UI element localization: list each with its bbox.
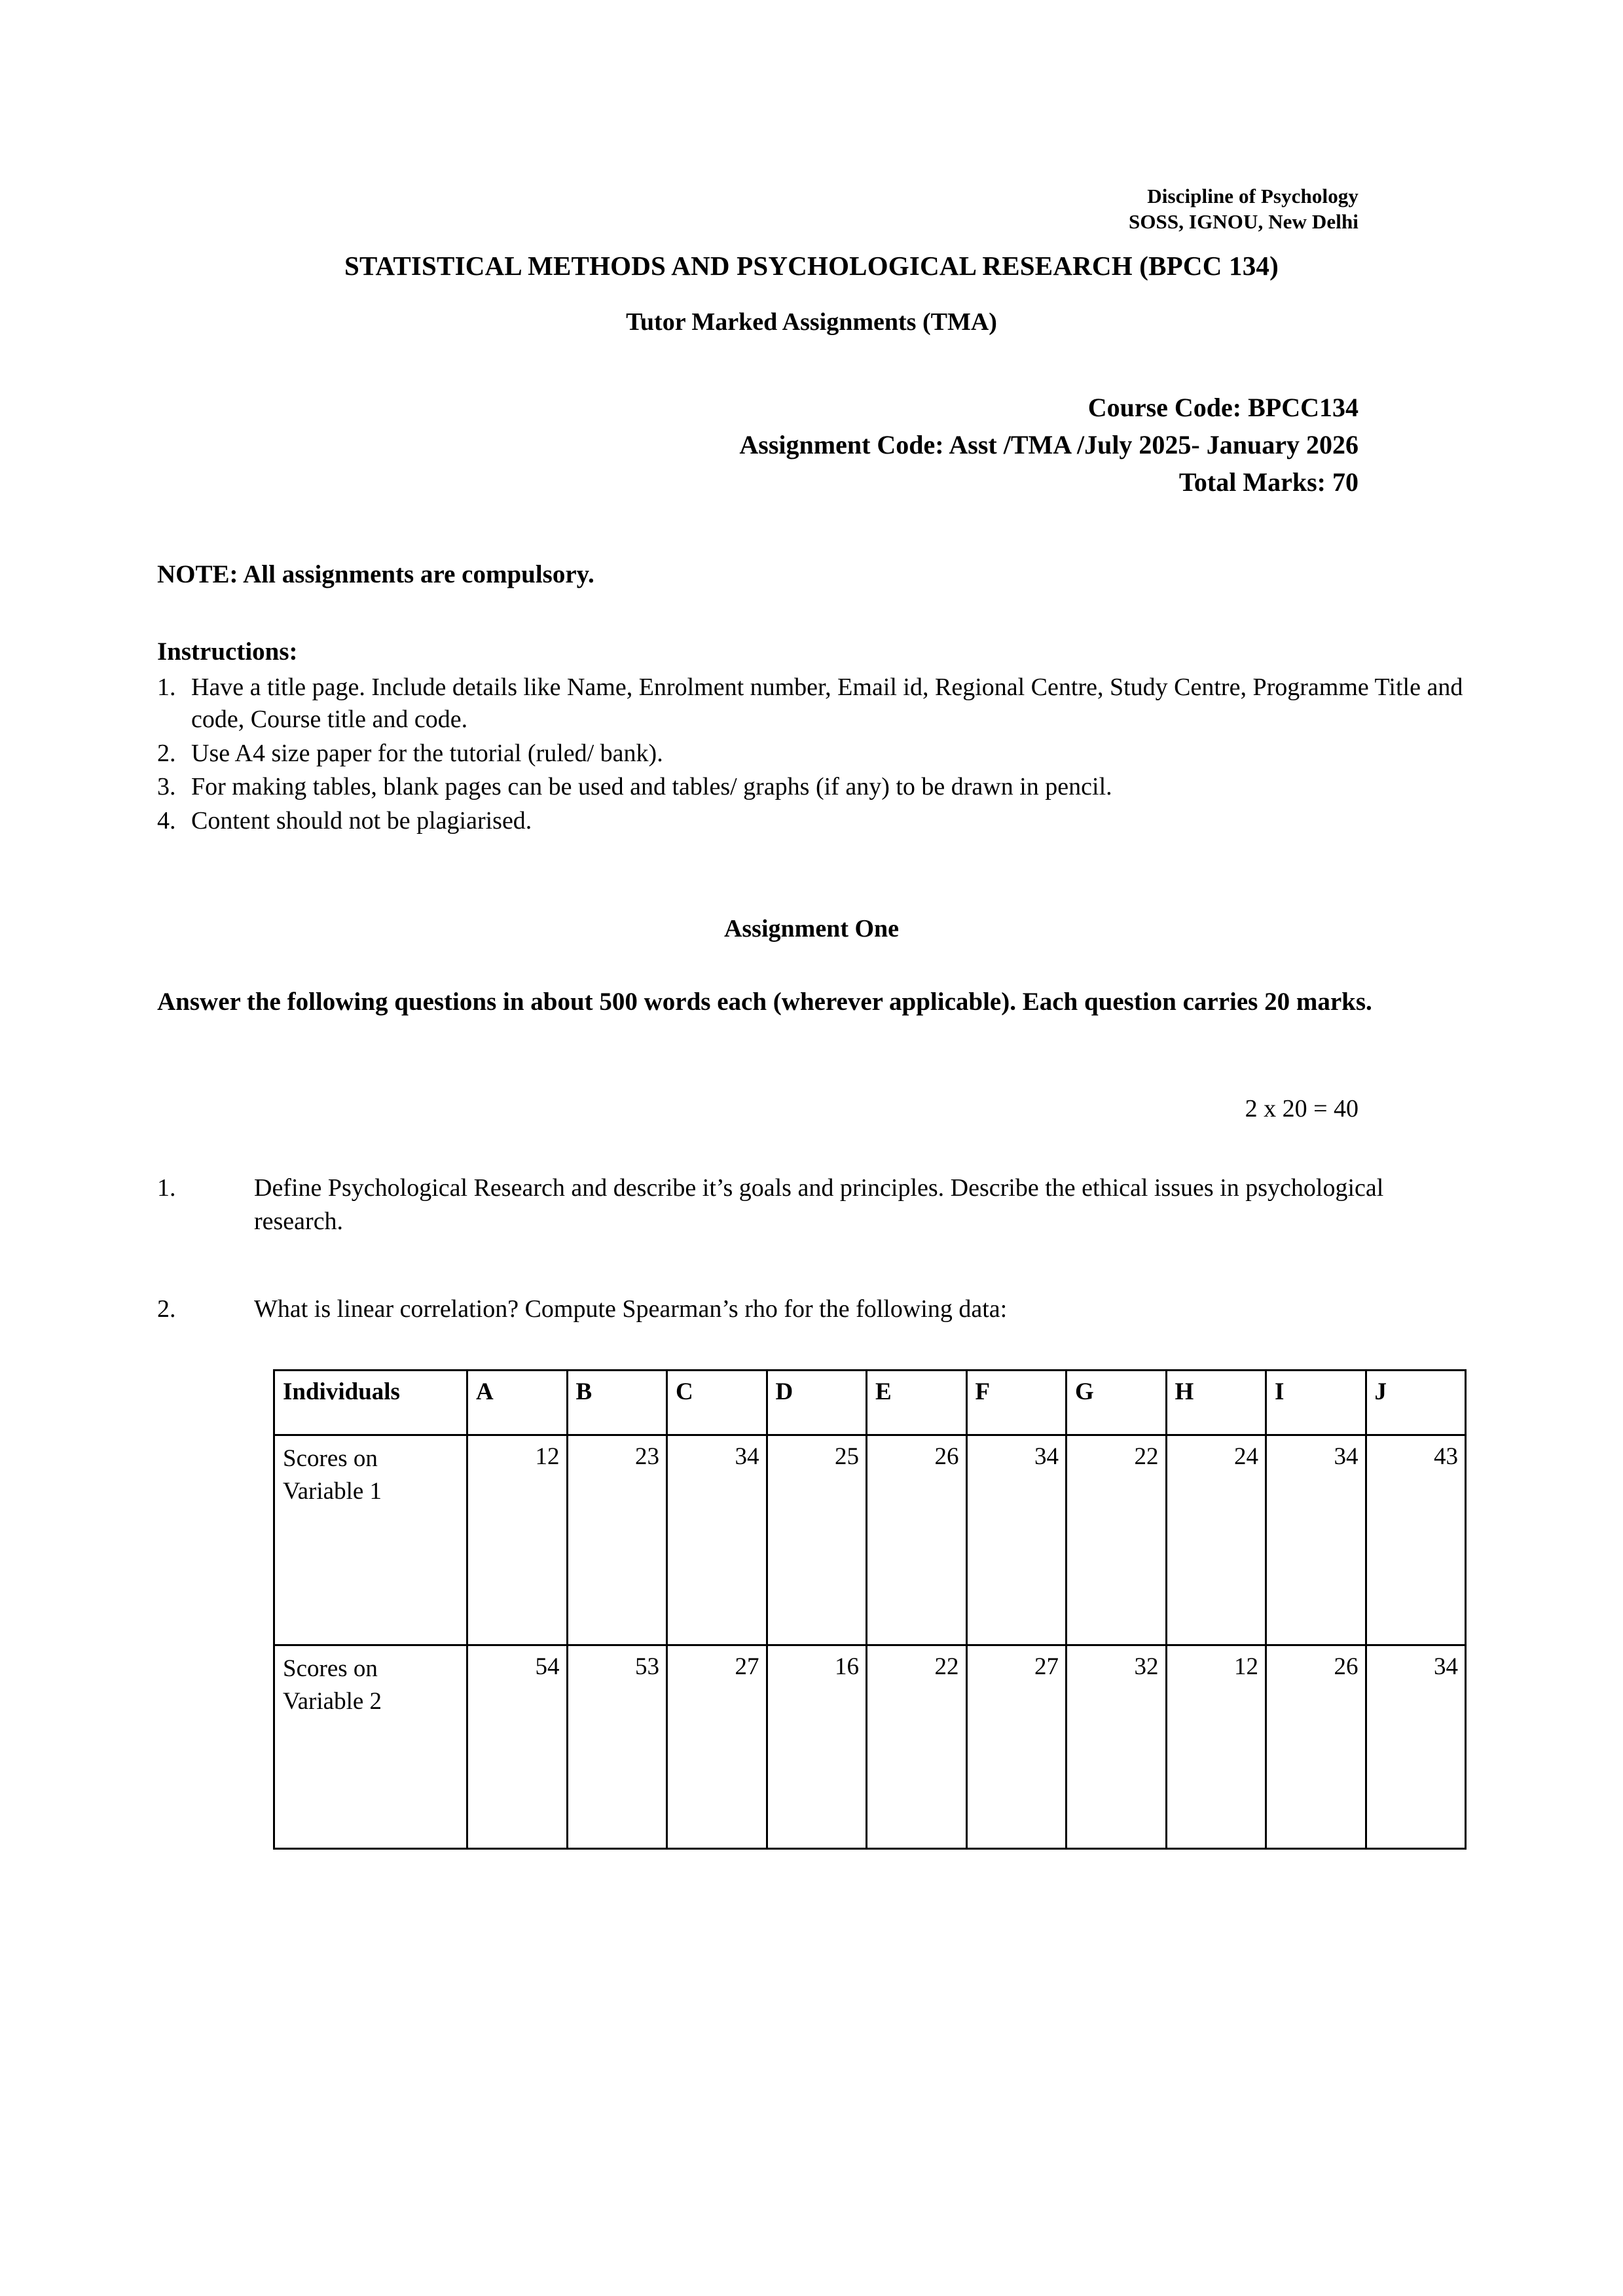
list-item — [157, 672, 1473, 736]
list-item-number: 1. — [157, 673, 176, 701]
table-cell: 32 — [1067, 1645, 1167, 1849]
table-cell: 26 — [1266, 1645, 1366, 1849]
table-header-cell: J — [1366, 1371, 1466, 1435]
table-cell: 43 — [1366, 1435, 1466, 1645]
list-item — [157, 738, 1473, 770]
table-cell: 34 — [1366, 1645, 1466, 1849]
instructions-heading: Instructions: — [157, 637, 298, 666]
table-header-cell: C — [667, 1371, 767, 1435]
course-code-block — [739, 389, 1359, 501]
institution-line: SOSS, IGNOU, New Delhi — [1129, 210, 1359, 233]
table-cell: 34 — [667, 1435, 767, 1645]
table-cell: 24 — [1166, 1435, 1266, 1645]
list-item — [157, 805, 1473, 837]
table-cell: 34 — [1266, 1435, 1366, 1645]
list-item-text: Use A4 size paper for the tutorial (ruled/ bank). — [191, 739, 663, 767]
question-number: 2. — [157, 1295, 176, 1323]
list-item-number: 2. — [157, 739, 176, 767]
list-item-text: Content should not be plagiarised. — [191, 806, 532, 834]
table-cell: 27 — [966, 1645, 1067, 1849]
table-header-cell: G — [1067, 1371, 1167, 1435]
question-1 — [157, 1172, 1467, 1238]
table-header-cell: Individuals — [274, 1371, 467, 1435]
question-text: Define Psychological Research and describe it’s goals and principles. Describe the ethical issues in psychological research. — [254, 1174, 1384, 1235]
list-item — [157, 771, 1473, 803]
table-header-cell: H — [1166, 1371, 1266, 1435]
list-item-number: 4. — [157, 806, 176, 834]
table-row-label — [274, 1435, 467, 1645]
table-cell: 54 — [467, 1645, 568, 1849]
table-cell: 22 — [1067, 1435, 1167, 1645]
row-label-line-1: Scores on — [283, 1655, 378, 1682]
assignment-code: Assignment Code: Asst /TMA /July 2025- January 2026 — [739, 429, 1359, 459]
list-item-number: 3. — [157, 773, 176, 801]
question-2 — [157, 1293, 1467, 1326]
list-item-text: For making tables, blank pages can be used and tables/ graphs (if any) to be drawn in pencil. — [191, 773, 1112, 801]
table-cell: 27 — [667, 1645, 767, 1849]
assignment-heading: Assignment One — [723, 915, 900, 942]
table-header-cell: I — [1266, 1371, 1366, 1435]
row-label-line-1: Scores on — [283, 1445, 378, 1472]
course-code: Course Code: BPCC134 — [1087, 393, 1359, 422]
table-header-cell: D — [767, 1371, 867, 1435]
table-header-row — [274, 1371, 1466, 1435]
total-marks: Total Marks: 70 — [1178, 467, 1359, 497]
table-cell: 12 — [467, 1435, 568, 1645]
table-cell: 53 — [567, 1645, 667, 1849]
table-row-label — [274, 1645, 467, 1849]
page-title: STATISTICAL METHODS AND PSYCHOLOGICAL RESEARCH (BPCC 134) — [344, 251, 1279, 281]
department-line: Discipline of Psychology — [1147, 185, 1359, 207]
table-header-cell: B — [567, 1371, 667, 1435]
question-number: 1. — [157, 1174, 176, 1202]
table-cell: 23 — [567, 1435, 667, 1645]
page-subtitle: Tutor Marked Assignments (TMA) — [626, 308, 997, 336]
answer-instruction: Answer the following questions in about 500 words each (wherever applicable). Each question carries 20 marks. — [157, 988, 1372, 1016]
table-header-cell: A — [467, 1371, 568, 1435]
table-row — [274, 1435, 1466, 1645]
row-label-line-2: Variable 2 — [283, 1687, 382, 1715]
compulsory-note: NOTE: All assignments are compulsory. — [157, 560, 594, 588]
table-cell: 26 — [867, 1435, 967, 1645]
table-row — [274, 1645, 1466, 1849]
table-header-cell: E — [867, 1371, 967, 1435]
table-cell: 25 — [767, 1435, 867, 1645]
list-item-text: Have a title page. Include details like Name, Enrolment number, Email id, Regional Centre, Study Centre, Programme Title and code, Course title and code. — [191, 673, 1463, 734]
marks-breakdown: 2 x 20 = 40 — [1245, 1095, 1359, 1122]
question-text: What is linear correlation? Compute Spearman’s rho for the following data: — [254, 1295, 1008, 1323]
table-cell: 12 — [1166, 1645, 1266, 1849]
table-header-cell: F — [966, 1371, 1067, 1435]
table-cell: 16 — [767, 1645, 867, 1849]
row-label-line-2: Variable 1 — [283, 1477, 382, 1505]
table-cell: 22 — [867, 1645, 967, 1849]
table-cell: 34 — [966, 1435, 1067, 1645]
spearman-data-table — [273, 1369, 1467, 1850]
instructions-list — [157, 672, 1473, 838]
